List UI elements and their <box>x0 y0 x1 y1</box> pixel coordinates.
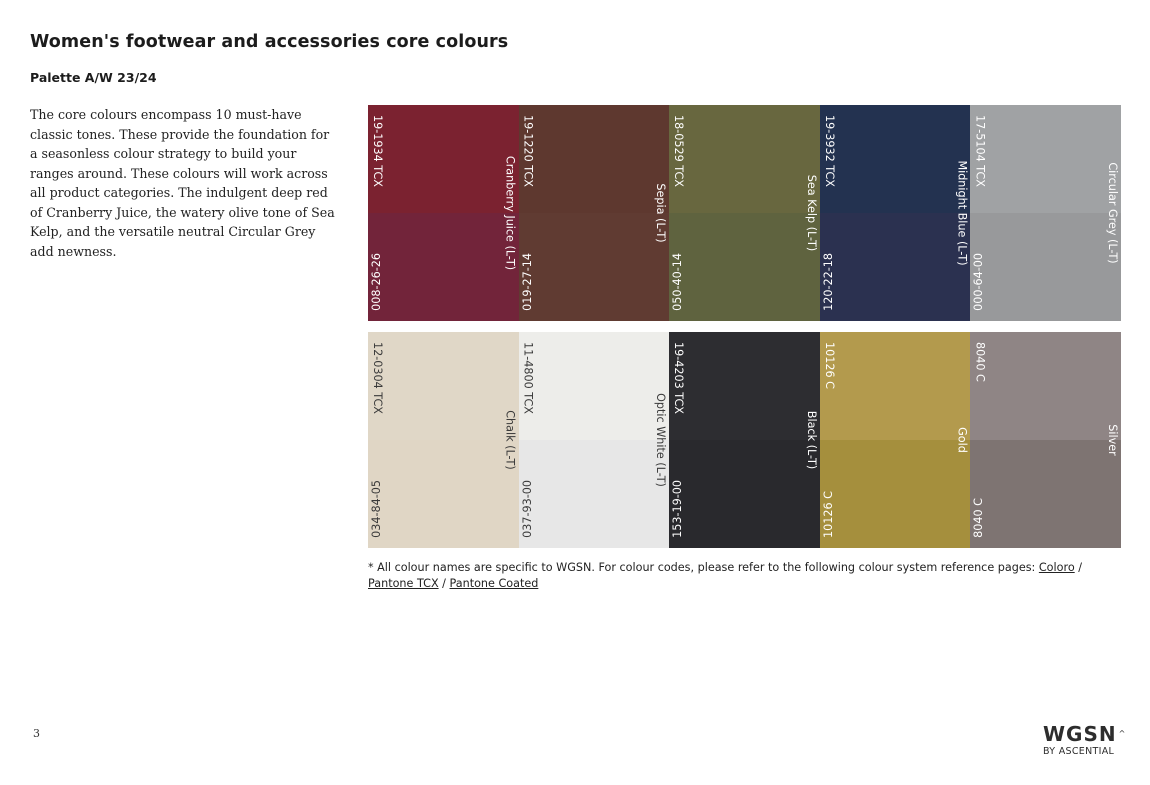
swatch-top-tone <box>368 105 519 213</box>
swatch-bottom-tone <box>820 213 971 321</box>
swatch-primary-code: 12-0304 TCX <box>371 342 384 414</box>
color-swatch <box>970 332 1121 548</box>
swatch-secondary-code: 008-26-26 <box>370 253 383 311</box>
swatch-top-tone <box>970 105 1121 213</box>
swatch-colour-name: Sepia (L-T) <box>654 183 668 243</box>
swatch-primary-code: 19-3932 TCX <box>822 115 836 187</box>
swatch-secondary-code: 050-40-14 <box>671 253 685 311</box>
swatch-colour-name: Midnight Blue (L-T) <box>955 160 969 266</box>
footnote-separator: / <box>1074 561 1083 574</box>
logo-wordmark: WGSN <box>1043 722 1117 746</box>
swatch-colour-name: Cranberry Juice (L-T) <box>503 155 517 271</box>
page-title: Women's footwear and accessories core colours <box>30 32 509 52</box>
logo-byline: BY ASCENTIAL <box>1043 746 1115 757</box>
color-swatch <box>970 105 1121 321</box>
swatch-colour-name: Gold <box>955 427 969 453</box>
swatch-top-tone <box>820 332 971 440</box>
swatch-bottom-tone <box>669 213 820 321</box>
color-swatch <box>820 105 971 321</box>
swatch-row-1 <box>368 105 1121 321</box>
swatch-secondary-code: 120-22-18 <box>821 253 835 311</box>
page-number: 3 <box>33 727 40 740</box>
color-swatch <box>519 332 670 548</box>
pantone-tcx-link[interactable]: Pantone TCX <box>368 576 439 590</box>
swatch-primary-code: 18-0529 TCX <box>672 115 686 187</box>
swatch-colour-name: Black (L-T) <box>804 410 818 470</box>
color-swatch <box>669 105 820 321</box>
footnote-separator: / <box>438 576 450 590</box>
color-swatch <box>519 105 670 321</box>
wgsn-logo <box>1043 723 1126 757</box>
swatch-bottom-tone <box>368 440 519 548</box>
page-subtitle: Palette A/W 23/24 <box>30 70 157 85</box>
swatch-primary-code: 19-1934 TCX <box>371 115 384 187</box>
swatch-bottom-tone <box>519 440 670 548</box>
swatch-bottom-tone <box>669 440 820 548</box>
swatch-bottom-tone <box>519 213 670 321</box>
swatch-colour-name: Optic White (L-T) <box>654 393 668 487</box>
footnote <box>368 560 1128 591</box>
swatch-top-tone <box>519 332 670 440</box>
swatch-top-tone <box>820 105 971 213</box>
swatch-secondary-code: 037-93-00 <box>520 480 534 538</box>
swatch-primary-code: 10126 C <box>822 342 836 389</box>
swatch-primary-code: 8040 C <box>973 342 987 382</box>
swatch-top-tone <box>970 332 1121 440</box>
coloro-link[interactable]: Coloro <box>1038 561 1075 574</box>
swatch-bottom-tone <box>970 440 1121 548</box>
swatch-colour-name: Chalk (L-T) <box>503 410 517 470</box>
color-swatch <box>669 332 820 548</box>
swatch-primary-code: 19-1220 TCX <box>521 115 535 187</box>
swatch-colour-name: Silver <box>1105 424 1119 456</box>
swatch-bottom-tone <box>820 440 971 548</box>
color-swatch <box>368 332 519 548</box>
swatch-row-2 <box>368 332 1121 548</box>
swatch-secondary-code: 10126 C <box>821 491 835 538</box>
swatch-primary-code: 19-4203 TCX <box>672 342 686 414</box>
swatch-colour-name: Circular Grey (L-T) <box>1105 162 1119 264</box>
footnote-text: * All colour names are specific to WGSN. For colour codes, please refer to the following colour system reference pages: <box>368 561 1039 574</box>
logo-mark <box>1043 723 1126 745</box>
intro-paragraph: The core colours encompass 10 must-have classic tones. These provide the foundation for a seasonless colour strategy to build your ranges around. These colours will work across all product categories. The indulgent deep red of Cranberry Juice, the watery olive tone of Sea Kelp, and the versatile neutral Circular Grey add newness. <box>30 107 335 259</box>
swatch-secondary-code: 034-84-05 <box>370 480 383 538</box>
swatch-top-tone <box>669 105 820 213</box>
swatch-bottom-tone <box>970 213 1121 321</box>
swatch-top-tone <box>368 332 519 440</box>
swatch-bottom-tone <box>368 213 519 321</box>
color-swatch <box>368 105 519 321</box>
swatch-secondary-code: 000-64-00 <box>972 253 986 311</box>
pantone-coated-link[interactable]: Pantone Coated <box>449 576 539 590</box>
swatch-secondary-code: 019-27-14 <box>520 253 534 311</box>
swatch-colour-name: Sea Kelp (L-T) <box>804 174 818 252</box>
swatch-primary-code: 11-4800 TCX <box>521 342 535 414</box>
logo-caret: ^ <box>1118 729 1127 738</box>
swatch-primary-code: 17-5104 TCX <box>973 115 987 187</box>
swatch-secondary-code: 153-19-00 <box>671 480 685 538</box>
color-swatch <box>820 332 971 548</box>
swatch-secondary-code: 8040 C <box>972 498 986 538</box>
swatch-top-tone <box>519 105 670 213</box>
swatch-top-tone <box>669 332 820 440</box>
